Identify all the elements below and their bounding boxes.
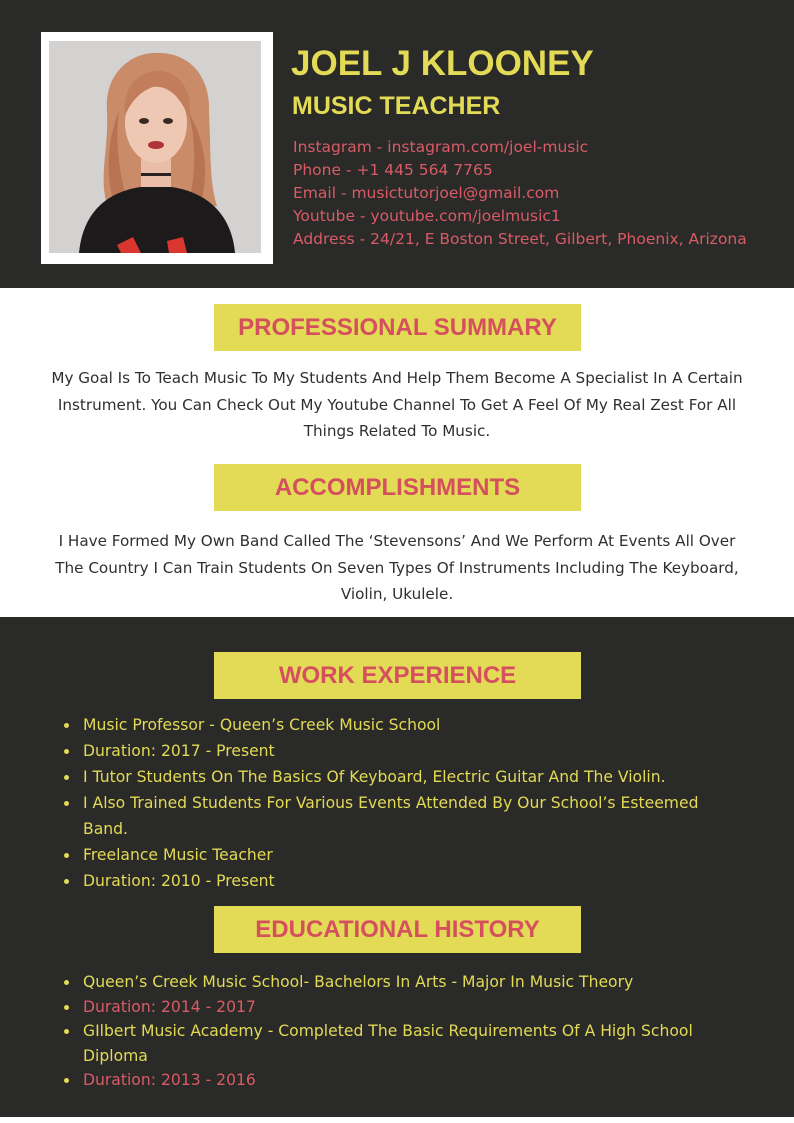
educational-history-heading: EDUCATIONAL HISTORY bbox=[214, 906, 581, 953]
contact-youtube[interactable]: Youtube - youtube.com/joelmusic1 bbox=[293, 207, 561, 225]
work-experience-heading: WORK EXPERIENCE bbox=[214, 652, 581, 699]
person-name: JOEL J KLOONEY bbox=[291, 44, 594, 83]
contact-address: Address - 24/21, E Boston Street, Gilbert, Phoenix, Arizona bbox=[293, 230, 747, 248]
list-item: GIlbert Music Academy - Completed The Basic Requirements Of A High School Diploma bbox=[62, 1019, 742, 1068]
educational-history-list bbox=[62, 970, 742, 1093]
contact-email[interactable]: Email - musictutorjoel@gmail.com bbox=[293, 184, 560, 202]
contact-phone[interactable]: Phone - +1 445 564 7765 bbox=[293, 161, 493, 179]
contact-list bbox=[293, 136, 747, 251]
list-item: Music Professor - Queen’s Creek Music School bbox=[62, 712, 742, 738]
list-item: Duration: 2010 - Present bbox=[62, 868, 742, 894]
contact-instagram[interactable]: Instagram - instagram.com/joel-music bbox=[293, 138, 589, 156]
list-item: Duration: 2014 - 2017 bbox=[62, 995, 742, 1020]
list-item: Queen’s Creek Music School- Bachelors In Arts - Major In Music Theory bbox=[62, 970, 742, 995]
list-item: Freelance Music Teacher bbox=[62, 842, 742, 868]
professional-summary-text: My Goal Is To Teach Music To My Students And Help Them Become A Specialist In A Certain Instrument. You Can Check Out My Youtube Channel To Get A Feel Of My Real Zest For All Things Related To Music. bbox=[51, 369, 743, 440]
list-item: I Also Trained Students For Various Events Attended By Our School’s Esteemed Band. bbox=[62, 790, 742, 842]
list-item: Duration: 2017 - Present bbox=[62, 738, 742, 764]
profile-photo-frame bbox=[41, 32, 273, 264]
job-title: MUSIC TEACHER bbox=[292, 92, 501, 120]
accomplishments-heading: ACCOMPLISHMENTS bbox=[214, 464, 581, 511]
profile-photo bbox=[49, 41, 261, 253]
work-experience-list bbox=[62, 712, 742, 894]
header-section bbox=[0, 0, 794, 288]
professional-summary-heading: PROFESSIONAL SUMMARY bbox=[214, 304, 581, 351]
list-item: I Tutor Students On The Basics Of Keyboard, Electric Guitar And The Violin. bbox=[62, 764, 742, 790]
accomplishments-text: I Have Formed My Own Band Called The ‘Stevensons’ And We Perform At Events All Over The Country I Can Train Students On Seven Types Of Instruments Including The Keyboard, Violin, Ukulele. bbox=[55, 532, 739, 603]
list-item: Duration: 2013 - 2016 bbox=[62, 1068, 742, 1093]
